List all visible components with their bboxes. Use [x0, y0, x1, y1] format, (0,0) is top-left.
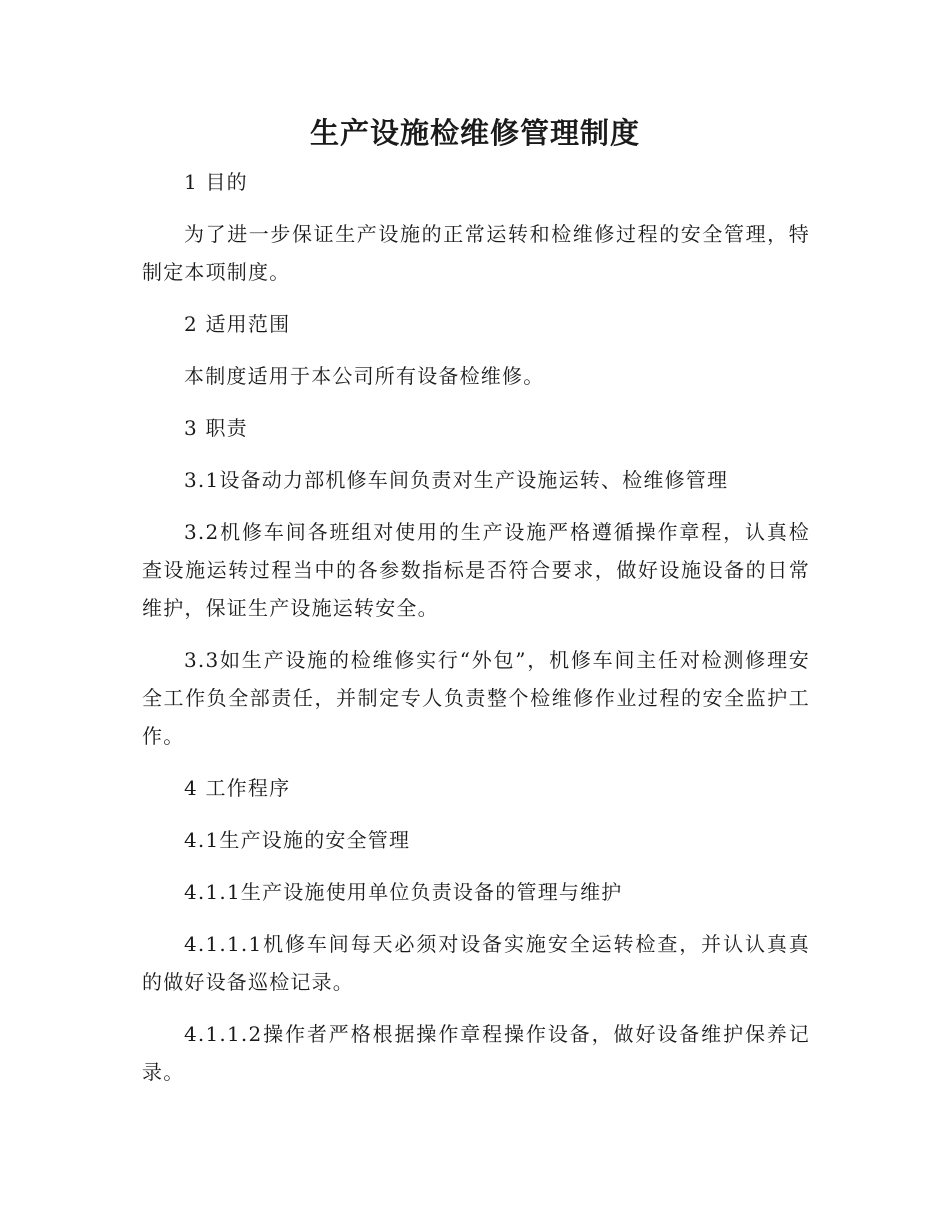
heading-purpose: 1 目的 — [184, 170, 248, 194]
paragraph-4-1-1-2: 4.1.1.2操作者严格根据操作章程操作设备，做好设备维护保养记录。 — [142, 1022, 810, 1084]
paragraph-4-1-1: 4.1.1生产设施使用单位负责设备的管理与维护 — [184, 880, 623, 904]
heading-work-procedure: 4 工作程序 — [184, 776, 291, 800]
paragraph-purpose: 为了进一步保证生产设施的正常运转和检维修过程的安全管理，特制定本项制度。 — [142, 222, 810, 284]
paragraph-3-3: 3.3如生产设施的检维修实行“外包”，机修车间主任对检测修理安全工作负全部责任，并制定专人负责整个检维修作业过程的安全监护工作。 — [142, 648, 810, 748]
paragraph-3-1: 3.1设备动力部机修车间负责对生产设施运转、检维修管理 — [184, 468, 729, 492]
paragraph-4-1-1-1: 4.1.1.1机修车间每天必须对设备实施安全运转检查，并认认真真的做好设备巡检记录。 — [142, 932, 810, 994]
document-body — [142, 163, 810, 1105]
paragraph-scope: 本制度适用于本公司所有设备检维修。 — [184, 364, 545, 388]
heading-responsibilities: 3 职责 — [184, 416, 248, 440]
heading-scope: 2 适用范围 — [184, 312, 291, 336]
paragraph-3-2: 3.2机修车间各班组对使用的生产设施严格遵循操作章程，认真检查设施运转过程当中的各参数指标是否符合要求，做好设施设备的日常维护，保证生产设施运转安全。 — [142, 520, 810, 620]
paragraph-4-1: 4.1生产设施的安全管理 — [184, 828, 411, 852]
document-title: 生产设施检维修管理制度 — [309, 116, 640, 150]
